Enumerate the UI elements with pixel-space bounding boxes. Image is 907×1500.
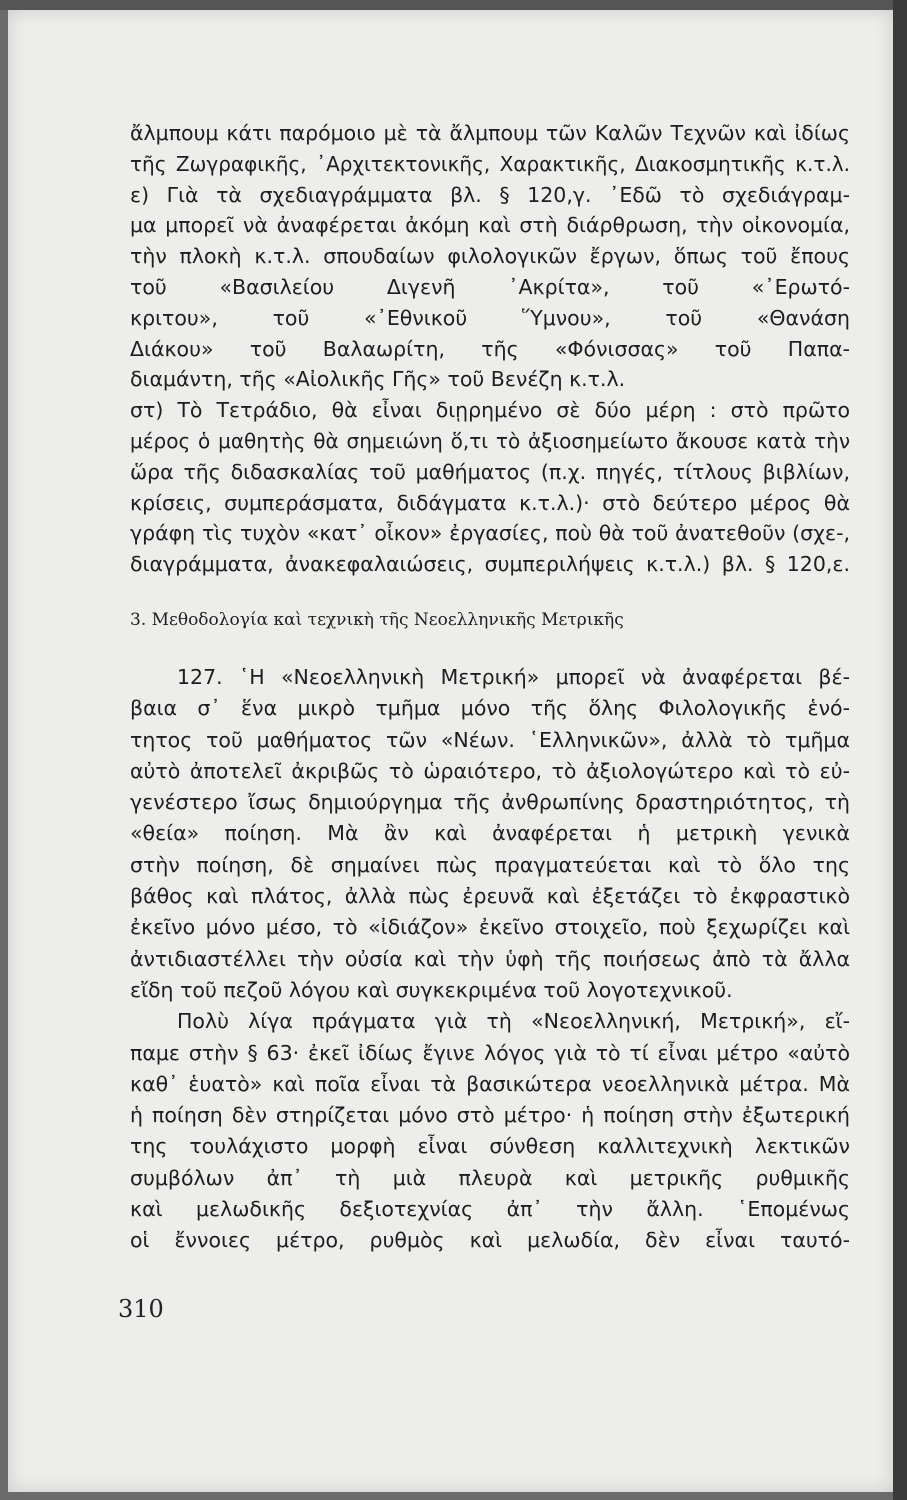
scan-right-edge — [893, 0, 907, 1500]
section-heading: 3. Μεθοδολογία καὶ τεχνικὴ τῆς Νεοελληνικῆς Μετρικῆς — [130, 610, 624, 630]
text-line: διαγράμματα, ἀνακεφαλαιώσεις, συμπεριλήψεις κ.τ.λ.) βλ. § 120,ε. — [130, 552, 850, 577]
text-line: ε) Γιὰ τὰ σχεδιαγράμματα βλ. § 120,γ. ᾿Εδῶ τὸ σχεδιάγραμ- — [130, 182, 850, 207]
text-line: 127. ῾Η «Νεοελληνικὴ Μετρική» μπορεῖ νὰ ἀναφέρεται βέ- — [177, 665, 850, 689]
text-line: αὐτὸ ἀποτελεῖ ἀκριβῶς τὸ ὡραιότερο, τὸ ἀξιολογώτερο καὶ τὸ εὐ- — [130, 758, 850, 783]
text-line: καὶ μελωδικῆς δεξιοτεχνίας ἀπ᾿ τὴν ἄλλη. ῾Επομένως — [130, 1197, 850, 1222]
page-number: 310 — [118, 1295, 164, 1323]
text-line: ἀντιδιαστέλλει τὴν οὐσία καὶ τὴν ὑφὴ τῆς ποιήσεως ἀπὸ τὰ ἄλλα — [130, 946, 850, 971]
text-line: βαια σ᾿ ἕνα μικρὸ τμῆμα μόνο τῆς ὅλης Φιλολογικῆς ἑνό- — [130, 696, 850, 721]
text-line: μέρος ὁ μαθητὴς θὰ σημειώνη ὅ,τι τὸ ἀξιοσημείωτο ἄκουσε κατὰ τὴν — [130, 428, 850, 453]
text-line: συμβόλων ἀπ᾿ τὴ μιὰ πλευρὰ καὶ μετρικῆς ρυθμικῆς — [130, 1165, 850, 1190]
text-line: κριτου», τοῦ «᾿Εθνικοῦ Ὕμνου», τοῦ «Θανάση — [130, 305, 850, 330]
text-line: μα μπορεῖ νὰ ἀναφέρεται ἀκόμη καὶ στὴ διάρθρωση, τὴν οἰκονομία, — [130, 213, 850, 238]
text-line: καθ᾿ ἑυατὸ» καὶ ποῖα εἶναι τὰ βασικώτερα νεοελληνικὰ μέτρα. Μὰ — [130, 1071, 850, 1096]
text-line: τοῦ «Βασιλείου Διγενῆ ᾿Ακρίτα», τοῦ «᾿Ερωτό- — [130, 274, 850, 299]
text-line: στὴν ποίηση, δὲ σημαίνει πὼς πραγματεύεται καὶ τὸ ὅλο της — [130, 852, 850, 877]
text-line: τὴν πλοκὴ κ.τ.λ. σπουδαίων φιλολογικῶν ἔργων, ὅπως τοῦ ἔπους — [130, 244, 850, 269]
text-line: τῆς Ζωγραφικῆς, ᾿Αρχιτεκτονικῆς, Χαρακτικῆς, Διακοσμητικῆς κ.τ.λ. — [130, 151, 850, 176]
text-line: «θεία» ποίηση. Μὰ ἂν καὶ ἀναφέρεται ἡ μετρικὴ γενικὰ — [130, 821, 850, 846]
text-line: ἐκεῖνο μόνο μέσο, τὸ «ἰδιάζον» ἐκεῖνο στοιχεῖο, ποὺ ξεχωρίζει καὶ — [130, 915, 850, 940]
text-line: της τουλάχιστο μορφὴ εἶναι σύνθεση καλλιτεχνικὴ λεκτικῶν — [130, 1134, 850, 1159]
paragraph-block-top — [130, 118, 850, 580]
text-line: οἱ ἔννοιες μέτρο, ρυθμὸς καὶ μελωδία, δὲν εἶναι ταυτό- — [130, 1228, 850, 1253]
text-line: κρίσεις, συμπεράσματα, διδάγματα κ.τ.λ.)· στὸ δεύτερο μέρος θὰ — [130, 490, 850, 515]
text-line: βάθος καὶ πλάτος, ἀλλὰ πὼς ἐρευνᾶ καὶ ἐξετάζει τὸ ἐκφραστικὸ — [130, 884, 850, 909]
text-line: ἄλμπουμ κάτι παρόμοιο μὲ τὰ ἄλμπουμ τῶν Καλῶν Τεχνῶν καὶ ἰδίως — [130, 121, 850, 145]
text-line: εἴδη τοῦ πεζοῦ λόγου καὶ συγκεκριμένα τοῦ λογοτεχνικοῦ. — [130, 977, 733, 1002]
text-line: στ) Τὸ Τετράδιο, θὰ εἶναι διῃρημένο σὲ δύο μέρη : στὸ πρῶτο — [130, 398, 850, 423]
text-line: ἡ ποίηση δὲν στηρίζεται μόνο στὸ μέτρο· ἡ ποίηση στὴν ἐξωτερική — [130, 1103, 850, 1128]
text-line: ὥρα τῆς διδασκαλίας τοῦ μαθήματος (π.χ. πηγές, τίτλους βιβλίων, — [130, 459, 850, 484]
paragraph-block-bottom — [130, 662, 850, 1257]
text-line: τητος τοῦ μαθήματος τῶν «Νέων. ῾Ελληνικῶν», ἀλλὰ τὸ τμῆμα — [130, 727, 850, 752]
scan-top-edge — [0, 0, 907, 10]
text-line: γενέστερο ἴσως δημιούργημα τῆς ἀνθρωπίνης δραστηριότητος, τὴ — [130, 790, 850, 815]
text-line: διαμάντη, τῆς «Αἰολικῆς Γῆς» τοῦ Βενέζη κ.τ.λ. — [130, 367, 626, 392]
text-line: γράφη τὶς τυχὸν «κατ᾿ οἶκον» ἐργασίες, ποὺ θὰ τοῦ ἀνατεθοῦν (σχε-, — [130, 521, 850, 546]
text-line: Διάκου» τοῦ Βαλαωρίτη, τῆς «Φόνισσας» τοῦ Παπα- — [130, 336, 850, 361]
text-line: παμε στὴν § 63· ἐκεῖ ἰδίως ἔγινε λόγος γιὰ τὸ τί εἶναι μέτρο «αὐτὸ — [130, 1040, 850, 1065]
text-line: Πολὺ λίγα πράγματα γιὰ τὴ «Νεοελληνική, Μετρική», εἴ- — [177, 1009, 850, 1034]
